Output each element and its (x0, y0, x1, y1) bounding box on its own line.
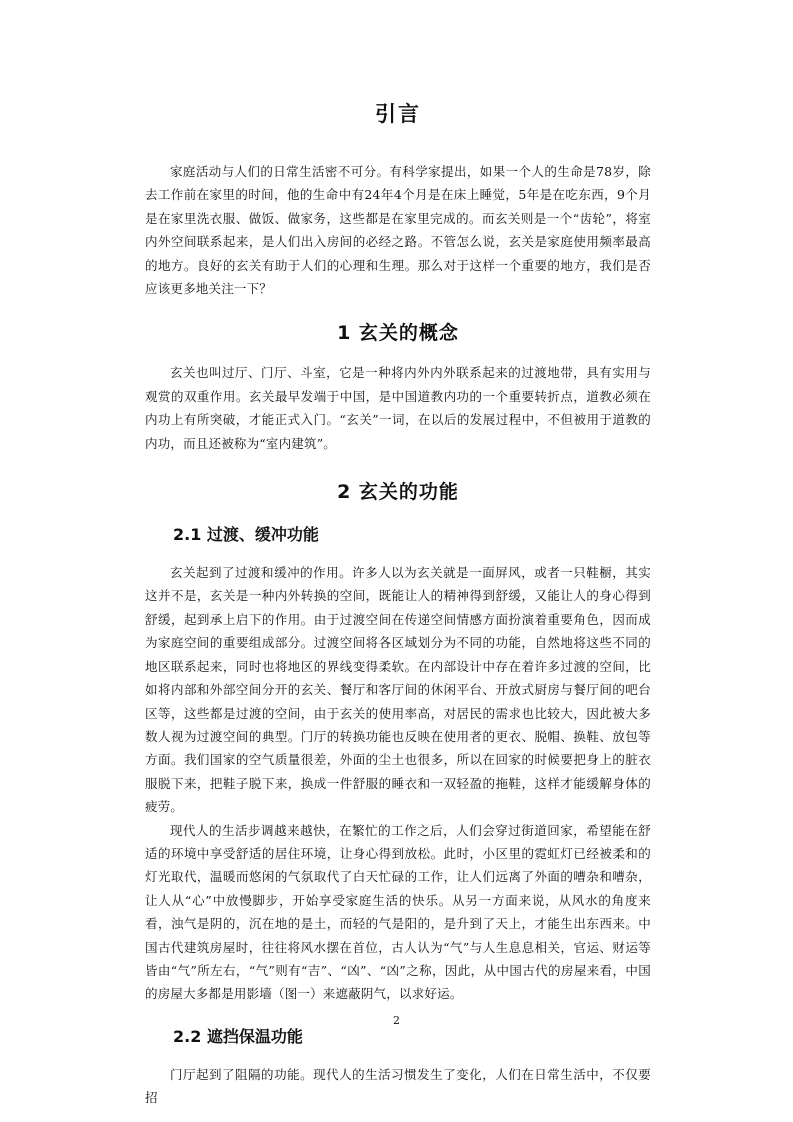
subsection-2-2-heading: 2.2 遮挡保温功能 (173, 1026, 303, 1046)
subsection-2-2-paragraph-1: 门厅起到了阻隔的功能。现代人的生活习惯发生了变化，人们在日常生活中，不仅要招 (145, 1066, 651, 1106)
subsection-2-1-paragraph-2: 现代人的生活步调越来越快，在繁忙的工作之后，人们会穿过街道回家，希望能在舒适的环境中享受舒适的居住环境，让身心得到放松。此时，小区里的霓虹灯已经被柔和的灯光取代，温暖而悠闲的气氛取代了白天忙碌的工作，让人们远离了外面的嘈杂和嘈杂，让人从“心”中放慢脚步，开始享受家庭生活的快乐。从另一方面来说，从风水的角度来看，浊气是阴的，沉在地的是土，而轻的气是阳的，是升到了天上，才能生出东西来。中国古代建筑房屋时，往往将风水摆在首位，古人认为“气”与人生息息相关，官运、财运等皆由“气”所左右，“气”则有“吉”、“凶”、“凶”之称，因此，从中国古代的房屋来看，中国的房屋大多都是用影墙（图一）来遮蔽阴气，以求好运。 (145, 822, 651, 1002)
page-number: 2 (393, 1014, 400, 1027)
section-1-heading: 1 玄关的概念 (337, 322, 459, 345)
subsection-2-1-paragraph-1: 玄关起到了过渡和缓冲的作用。许多人以为玄关就是一面屏风，或者一只鞋橱，其实这并不是，玄关是一种内外转换的空间，既能让人的精神得到舒缓，又能让人的身心得到舒缓，起到承上启下的作用。由于过渡空间在传递空间情感方面扮演着重要角色，因而成为家庭空间的重要组成部分。过渡空间将各区域划分为不同的功能，自然地将这些不同的地区联系起来，同时也将地区的界线变得柔软。在内部设计中存在着许多过渡的空间，比如将内部和外部空间分开的玄关、餐厅和客厅间的休闲平台、开放式厨房与餐厅间的吧台区等，这些都是过渡的空间，由于玄关的使用率高，对居民的需求也比较大，因此被大多数人视为过渡空间的典型。门厅的转换功能也反映在使用者的更衣、脱帽、换鞋、放包等方面。我们国家的空气质量很差，外面的尘土也很多，所以在回家的时候要把身上的脏衣服脱下来，把鞋子脱下来，换成一件舒服的睡衣和一双轻盈的拖鞋，这样才能缓解身体的疲劳。 (145, 565, 651, 815)
section-2-heading: 2 玄关的功能 (337, 481, 459, 504)
page-content (145, 98, 651, 1110)
section-1-paragraph: 玄关也叫过厅、门厅、斗室，它是一种将内外内外联系起来的过渡地带，具有实用与观赏的双重作用。玄关最早发端于中国，是中国道教内功的一个重要转折点，道教必须在内功上有所突破，才能正式入门。“玄关”一词，在以后的发展过程中，不但被用于道教的内功，而且还被称为“室内建筑”。 (145, 365, 651, 451)
intro-paragraph: 家庭活动与人们的日常生活密不可分。有科学家提出，如果一个人的生命是78岁，除去工作前在家里的时间，他的生命中有24年4个月是在床上睡觉，5年是在吃东西，9个月是在家里洗衣服、做饭、做家务，这些都是在家里完成的。而玄关则是一个“齿轮”，将室内外空间联系起来，是人们出入房间的必经之路。不管怎么说，玄关是家庭使用频率最高的地方。良好的玄关有助于人们的心理和生理。那么对于这样一个重要的地方，我们是否应该更多地关注一下？ (145, 164, 651, 297)
page-title: 引言 (375, 102, 421, 126)
subsection-2-1-heading: 2.1 过渡、缓冲功能 (173, 525, 319, 545)
